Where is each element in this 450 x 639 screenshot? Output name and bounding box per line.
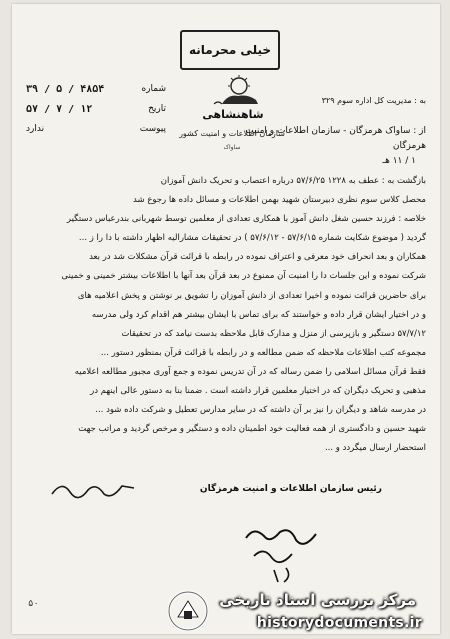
body-line: فقط قرآن مسائل اسلامی را ضمن رساله که در آن تدریس نموده و جمع آوری مجبور مطالعه اعلامیه bbox=[74, 366, 426, 377]
org-subtitle: سازمان اطلاعات و امنیت کشور bbox=[179, 129, 285, 138]
body-line: بازگشت به : عطف به ۱۲۲۸ ۵۷/۶/۲۵ درباره اعتصاب و تحریک دانش آموزان bbox=[160, 176, 426, 186]
body-line: محصل کلاس سوم نظری دبیرستان شهید بهمن اطلاعات و مسائل داده ها رجوع شد bbox=[133, 195, 426, 206]
meta-date bbox=[26, 104, 166, 115]
body-line: و در اختیار ایشان قرار داده و خواستند که برای تماس با ایشان بیشتر هم اقدام کرد ولی مدرسه bbox=[91, 309, 426, 320]
meta-date-label: تاریخ bbox=[148, 104, 166, 114]
body-line: مذهبی و تحریک دیگران که در اختیار معلمین قرار داشته است . ضمنا بنا به دستور عالی اینهم در bbox=[90, 386, 426, 397]
letter-body bbox=[26, 172, 426, 458]
subject-line: به : مدیریت کل اداره سوم ۳۲۹ bbox=[321, 96, 426, 105]
sender-title: رئیس سازمان اطلاعات و امنیت هرمزگان bbox=[199, 484, 382, 494]
body-line: شهید حسین و دادگستری از همه فعالیت خود اطمینان داده و دستگیر و مرخص گردید و مراتب جهت bbox=[78, 424, 426, 435]
closing-signature-icon bbox=[234, 524, 324, 584]
lion-and-sun-emblem-icon bbox=[204, 74, 274, 108]
meta-attachment-value: ندارد bbox=[26, 124, 45, 134]
org-title: شاهنشاهی bbox=[202, 108, 264, 121]
body-line: شرکت نموده و این جلسات دا را امنیت آن ممنوع در بعد قرآن بعد آنها با اطلاعات بیشتر خمینی و خمینی bbox=[61, 271, 426, 282]
archive-center-logo-icon bbox=[166, 589, 210, 633]
org-small: ساواک bbox=[223, 144, 241, 151]
classification-stamp: خیلی محرمانه bbox=[180, 30, 280, 70]
watermark-url: historydocuments.ir bbox=[256, 615, 422, 631]
body-line: ۵۷/۷/۱۲ دستگیر و بازپرسی از منزل و مدارک قابل ملاحظه بدست نیامد که در تحقیقات bbox=[121, 328, 426, 339]
body-line: گردید ( موضوع شکایت شماره ۵۷/۶/۱۵ - ۵۷/۶/۱۲ ) در تحقیقات مشارالیه اظهار داشته با دا را ز ... bbox=[78, 233, 426, 244]
sender-signature-icon bbox=[48, 474, 138, 504]
meta-number bbox=[26, 84, 166, 95]
watermark-persian: مرکز بررسی اسناد تاریخی bbox=[219, 591, 416, 609]
recipient-line: از : ساواک هرمزگان - سازمان اطلاعات و امنیت bbox=[245, 126, 426, 136]
recipient-line: ۱ / ۱۱ هـ bbox=[382, 156, 416, 166]
body-line: خلاصه : فرزند حسین شغل دانش آموز با همکاری تعدادی از معلمین توسط شهربانی بندرعباس دستگیر bbox=[66, 214, 426, 225]
body-line: برای حاضرین قرائت نموده و اخیرا تعدادی از دانش آموزان را تشویق بر نوشتن و پخش اعلامیه های bbox=[77, 290, 426, 301]
meta-date-value: ۱۲ / ۷ / ۵۷ bbox=[26, 104, 93, 115]
meta-number-label: شماره bbox=[141, 84, 166, 94]
document-page bbox=[12, 4, 440, 634]
archive-watermark bbox=[158, 583, 450, 639]
meta-number-value: ۴۸۵۴ / ۵ / ۳۹ bbox=[26, 84, 105, 95]
body-line: همکاران و بعد انحراف خود معرفی و اعتراف نموده در رابطه با قرائت قرآن مشکلات شد در بعد bbox=[89, 252, 426, 263]
recipient-line: هرمزگان bbox=[392, 141, 426, 151]
meta-attachment-label: پیوست bbox=[139, 124, 166, 134]
body-line: در مدرسه شاهد و دیگران را نیز بر آن داشته که در سایر مدارس تعطیل و شرکت داده شود ... bbox=[95, 405, 426, 416]
body-line: مجموعه کتب اطلاعات ملاحظه که ضمن مطالعه و در رابطه با قرائت قرآن بمنظور دستور ... bbox=[100, 347, 426, 358]
page-number: ۵۰ bbox=[28, 599, 39, 609]
body-line: استحضار ارسال میگردد و ... bbox=[324, 443, 426, 454]
meta-attachment bbox=[26, 124, 166, 134]
